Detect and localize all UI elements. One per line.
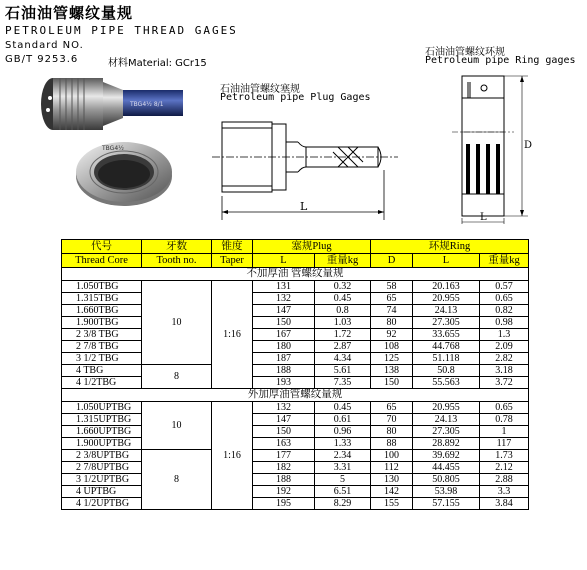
thread-code-cell: 2 3/8UPTBG xyxy=(62,450,142,462)
table-subheader-row xyxy=(62,254,529,268)
ring-L-cell: 24.13 xyxy=(413,414,480,426)
header-plug-L: L xyxy=(253,254,315,268)
table-row xyxy=(62,293,529,305)
thread-code-cell: 1.050TBG xyxy=(62,281,142,293)
gage-spec-table xyxy=(61,239,529,510)
ring-weight-cell: 1.3 xyxy=(480,329,529,341)
ring-D-cell: 138 xyxy=(371,365,413,377)
plug-weight-cell: 1.33 xyxy=(315,438,371,450)
tooth-count-cell: 10 xyxy=(142,402,212,450)
ring-D-cell: 125 xyxy=(371,353,413,365)
material-label: 材料Material: GCr15 xyxy=(108,58,207,69)
plug-weight-cell: 8.29 xyxy=(315,498,371,510)
ring-weight-cell: 0.82 xyxy=(480,305,529,317)
plug-L-cell: 177 xyxy=(253,450,315,462)
ring-drawing-title-en: Petroleum pipe Ring gages xyxy=(425,55,576,66)
ring-drawing-title-cn: 石油油管螺纹环规 xyxy=(425,47,505,58)
plug-L-cell: 147 xyxy=(253,414,315,426)
thread-code-cell: 1.900TBG xyxy=(62,317,142,329)
header-ring-weight: 重量kg xyxy=(480,254,529,268)
ring-L-cell: 44.455 xyxy=(413,462,480,474)
plug-weight-cell: 1.03 xyxy=(315,317,371,329)
plug-L-cell: 150 xyxy=(253,426,315,438)
thread-code-cell: 2 7/8UPTBG xyxy=(62,462,142,474)
plug-L-cell: 167 xyxy=(253,329,315,341)
ring-dimension-L: L xyxy=(480,212,487,223)
table-row xyxy=(62,353,529,365)
header-ring-L: L xyxy=(413,254,480,268)
plug-L-cell: 187 xyxy=(253,353,315,365)
ring-weight-cell: 3.84 xyxy=(480,498,529,510)
plug-drawing-title-cn: 石油油管螺纹塞规 xyxy=(220,84,300,95)
table-row xyxy=(62,377,529,389)
plug-L-cell: 132 xyxy=(253,402,315,414)
ring-D-cell: 65 xyxy=(371,293,413,305)
thread-code-cell: 3 1/2UPTBG xyxy=(62,474,142,486)
ring-L-cell: 27.305 xyxy=(413,426,480,438)
plug-drawing-title-en: Petroleum pipe Plug Gages xyxy=(220,92,371,103)
header-tooth-cn: 牙数 xyxy=(142,240,212,254)
plug-weight-cell: 2.87 xyxy=(315,341,371,353)
header-plug-weight: 重量kg xyxy=(315,254,371,268)
ring-L-cell: 20.163 xyxy=(413,281,480,293)
ring-D-cell: 80 xyxy=(371,426,413,438)
thread-code-cell: 2 3/8 TBG xyxy=(62,329,142,341)
ring-L-cell: 20.955 xyxy=(413,293,480,305)
table-row xyxy=(62,462,529,474)
plug-L-cell: 150 xyxy=(253,317,315,329)
ring-weight-cell: 0.65 xyxy=(480,293,529,305)
ring-weight-cell: 2.09 xyxy=(480,341,529,353)
plug-weight-cell: 0.45 xyxy=(315,402,371,414)
page-title: 石油油管螺纹量规 xyxy=(5,4,134,22)
section-row xyxy=(62,389,529,402)
plug-photo-marking: TBG4½ 8/1 xyxy=(130,101,164,108)
ring-weight-cell: 1.73 xyxy=(480,450,529,462)
plug-weight-cell: 3.31 xyxy=(315,462,371,474)
ring-weight-cell: 3.72 xyxy=(480,377,529,389)
thread-code-cell: 1.660TBG xyxy=(62,305,142,317)
table-header-row xyxy=(62,240,529,254)
table-row xyxy=(62,402,529,414)
ring-D-cell: 142 xyxy=(371,486,413,498)
table-row xyxy=(62,498,529,510)
ring-L-cell: 39.692 xyxy=(413,450,480,462)
taper-cell: 1:16 xyxy=(212,281,253,389)
section-title-upset: 外加厚油管螺纹量规 xyxy=(62,389,529,402)
thread-code-cell: 1.315TBG xyxy=(62,293,142,305)
header-tooth-en: Tooth no. xyxy=(142,254,212,268)
plug-L-cell: 188 xyxy=(253,474,315,486)
plug-weight-cell: 4.34 xyxy=(315,353,371,365)
plug-weight-cell: 7.35 xyxy=(315,377,371,389)
page-subtitle: PETROLEUM PIPE THREAD GAGES xyxy=(5,24,238,37)
thread-code-cell: 4 UPTBG xyxy=(62,486,142,498)
plug-weight-cell: 0.45 xyxy=(315,293,371,305)
tooth-count-cell: 8 xyxy=(142,450,212,510)
ring-weight-cell: 2.88 xyxy=(480,474,529,486)
ring-D-cell: 92 xyxy=(371,329,413,341)
ring-L-cell: 50.8 xyxy=(413,365,480,377)
ring-D-cell: 155 xyxy=(371,498,413,510)
plug-weight-cell: 5 xyxy=(315,474,371,486)
ring-weight-cell: 117 xyxy=(480,438,529,450)
plug-L-cell: 188 xyxy=(253,365,315,377)
header-code-en: Thread Core xyxy=(62,254,142,268)
ring-D-cell: 80 xyxy=(371,317,413,329)
thread-code-cell: 4 TBG xyxy=(62,365,142,377)
table-row xyxy=(62,474,529,486)
thread-code-cell: 1.900UPTBG xyxy=(62,438,142,450)
tooth-count-cell: 8 xyxy=(142,365,212,389)
standard-label: Standard NO. xyxy=(5,40,84,51)
taper-cell: 1:16 xyxy=(212,402,253,510)
thread-code-cell: 2 7/8 TBG xyxy=(62,341,142,353)
header-taper-cn: 锥度 xyxy=(212,240,253,254)
plug-weight-cell: 6.51 xyxy=(315,486,371,498)
ring-D-cell: 58 xyxy=(371,281,413,293)
tooth-count-cell: 10 xyxy=(142,281,212,365)
ring-weight-cell: 3.18 xyxy=(480,365,529,377)
plug-dimension-L: L xyxy=(300,200,308,213)
thread-code-cell: 3 1/2 TBG xyxy=(62,353,142,365)
standard-value: GB/T 9253.6 xyxy=(5,54,79,65)
ring-L-cell: 44.768 xyxy=(413,341,480,353)
plug-L-cell: 182 xyxy=(253,462,315,474)
ring-D-cell: 150 xyxy=(371,377,413,389)
ring-weight-cell: 0.57 xyxy=(480,281,529,293)
ring-L-cell: 28.892 xyxy=(413,438,480,450)
header-ring-D: D xyxy=(371,254,413,268)
ring-D-cell: 70 xyxy=(371,414,413,426)
ring-weight-cell: 1 xyxy=(480,426,529,438)
ring-D-cell: 108 xyxy=(371,341,413,353)
plug-weight-cell: 5.61 xyxy=(315,365,371,377)
header-code-cn: 代号 xyxy=(62,240,142,254)
thread-code-cell: 4 1/2TBG xyxy=(62,377,142,389)
ring-weight-cell: 3.3 xyxy=(480,486,529,498)
plug-L-cell: 193 xyxy=(253,377,315,389)
ring-L-cell: 33.655 xyxy=(413,329,480,341)
table-row xyxy=(62,317,529,329)
ring-D-cell: 74 xyxy=(371,305,413,317)
plug-L-cell: 163 xyxy=(253,438,315,450)
ring-L-cell: 27.305 xyxy=(413,317,480,329)
section-title-non-upset: 不加厚油 管螺纹量规 xyxy=(62,268,529,281)
ring-weight-cell: 0.65 xyxy=(480,402,529,414)
table-row xyxy=(62,486,529,498)
ring-dimension-D: D xyxy=(524,140,533,151)
ring-L-cell: 50.805 xyxy=(413,474,480,486)
plug-gage-drawing xyxy=(208,104,408,226)
table-row xyxy=(62,450,529,462)
plug-weight-cell: 2.34 xyxy=(315,450,371,462)
table-row xyxy=(62,414,529,426)
section-row xyxy=(62,268,529,281)
table-row xyxy=(62,438,529,450)
plug-weight-cell: 0.8 xyxy=(315,305,371,317)
plug-weight-cell: 0.96 xyxy=(315,426,371,438)
ring-L-cell: 20.955 xyxy=(413,402,480,414)
header-taper-en: Taper xyxy=(212,254,253,268)
ring-gage-photo xyxy=(72,136,182,208)
plug-L-cell: 195 xyxy=(253,498,315,510)
plug-L-cell: 192 xyxy=(253,486,315,498)
table-row xyxy=(62,329,529,341)
thread-code-cell: 1.660UPTBG xyxy=(62,426,142,438)
plug-L-cell: 132 xyxy=(253,293,315,305)
ring-weight-cell: 0.78 xyxy=(480,414,529,426)
table-row xyxy=(62,305,529,317)
plug-weight-cell: 0.61 xyxy=(315,414,371,426)
ring-D-cell: 112 xyxy=(371,462,413,474)
table-row xyxy=(62,341,529,353)
thread-code-cell: 4 1/2UPTBG xyxy=(62,498,142,510)
ring-L-cell: 51.118 xyxy=(413,353,480,365)
ring-D-cell: 130 xyxy=(371,474,413,486)
ring-gage-drawing xyxy=(448,68,548,228)
ring-L-cell: 55.563 xyxy=(413,377,480,389)
plug-L-cell: 131 xyxy=(253,281,315,293)
ring-D-cell: 88 xyxy=(371,438,413,450)
ring-weight-cell: 0.98 xyxy=(480,317,529,329)
table-row xyxy=(62,281,529,293)
plug-L-cell: 147 xyxy=(253,305,315,317)
ring-weight-cell: 2.82 xyxy=(480,353,529,365)
plug-gage-photo xyxy=(38,72,188,134)
ring-L-cell: 53.98 xyxy=(413,486,480,498)
ring-photo-marking: TBG4½ xyxy=(102,145,124,152)
table-row xyxy=(62,426,529,438)
header-plug: 塞规Plug xyxy=(253,240,371,254)
thread-code-cell: 1.050UPTBG xyxy=(62,402,142,414)
thread-code-cell: 1.315UPTBG xyxy=(62,414,142,426)
plug-L-cell: 180 xyxy=(253,341,315,353)
ring-L-cell: 57.155 xyxy=(413,498,480,510)
ring-weight-cell: 2.12 xyxy=(480,462,529,474)
ring-D-cell: 65 xyxy=(371,402,413,414)
table-row xyxy=(62,365,529,377)
plug-weight-cell: 1.72 xyxy=(315,329,371,341)
plug-weight-cell: 0.32 xyxy=(315,281,371,293)
ring-D-cell: 100 xyxy=(371,450,413,462)
ring-L-cell: 24.13 xyxy=(413,305,480,317)
header-ring: 环规Ring xyxy=(371,240,529,254)
